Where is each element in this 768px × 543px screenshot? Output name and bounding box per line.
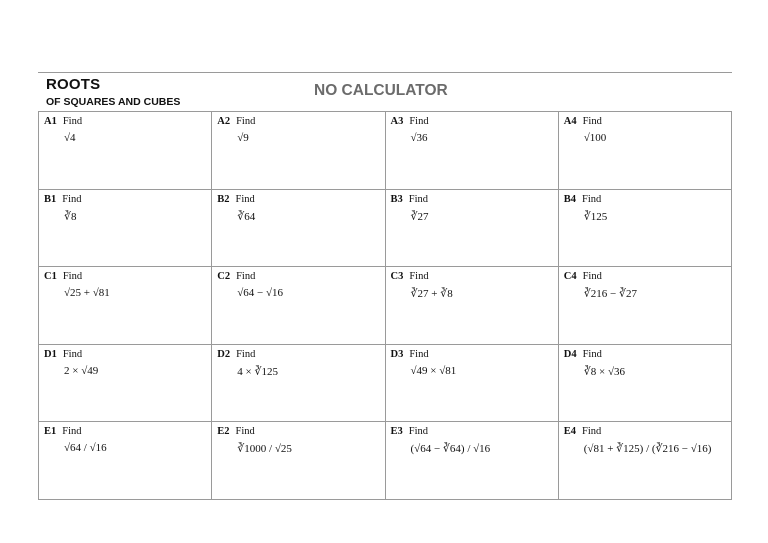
question-id: B3	[390, 193, 403, 205]
question-header	[564, 194, 602, 205]
question-id: C4	[563, 271, 577, 283]
question-cell-c3	[386, 267, 559, 345]
question-expression: 2 × √49	[64, 364, 99, 377]
question-header	[564, 426, 602, 437]
question-header	[391, 349, 429, 360]
question-cell-a2	[212, 112, 385, 190]
question-cell-c1	[39, 267, 212, 345]
question-header	[391, 271, 429, 282]
header-rule	[38, 72, 732, 73]
question-expression: ∛125	[583, 210, 608, 223]
question-prompt: Find	[236, 348, 256, 360]
question-header	[564, 349, 602, 360]
question-id: E2	[217, 426, 230, 438]
question-expression: ∛8 × √36	[583, 365, 625, 378]
page-title: ROOTS	[46, 76, 101, 93]
questions-grid	[38, 111, 732, 500]
question-cell-e2	[212, 422, 385, 500]
question-header	[217, 349, 255, 360]
question-prompt: Find	[236, 116, 256, 127]
question-cell-e1	[39, 422, 212, 500]
question-cell-b1	[39, 190, 212, 268]
question-expression: √9	[237, 132, 249, 144]
question-prompt: Find	[409, 348, 429, 360]
page-subtitle: OF SQUARES AND CUBES	[46, 96, 181, 108]
question-expression: √4	[64, 132, 76, 144]
question-prompt: Find	[582, 271, 602, 283]
question-header	[217, 271, 255, 282]
question-header	[44, 271, 82, 282]
question-expression: √64 / √16	[64, 442, 107, 455]
question-prompt: Find	[582, 426, 602, 438]
question-prompt: Find	[236, 271, 256, 283]
question-header	[217, 426, 255, 437]
question-expression: √49 × √81	[410, 364, 457, 377]
question-expression: √36	[410, 132, 428, 144]
question-header	[44, 194, 82, 205]
question-header	[217, 194, 255, 205]
question-cell-a4	[559, 112, 732, 190]
question-cell-b3	[386, 190, 559, 268]
question-cell-d3	[386, 345, 559, 423]
question-expression: ∛27 + ∛8	[410, 288, 453, 301]
question-cell-a1	[39, 112, 212, 190]
question-prompt: Find	[409, 116, 429, 127]
question-cell-d2	[212, 345, 385, 423]
question-cell-d1	[39, 345, 212, 423]
question-cell-c4	[559, 267, 732, 345]
question-cell-b4	[559, 190, 732, 268]
question-id: A1	[44, 116, 57, 127]
question-expression: ∛216 − ∛27	[583, 288, 637, 301]
question-prompt: Find	[408, 426, 429, 438]
question-prompt: Find	[62, 426, 82, 438]
question-id: C3	[390, 271, 404, 283]
question-cell-e4	[559, 422, 732, 500]
question-prompt: Find	[235, 193, 255, 205]
question-prompt: Find	[62, 193, 82, 205]
question-expression: (√81 + ∛125) / (∛216 − √16)	[583, 443, 712, 456]
question-expression: ∛64	[237, 210, 256, 223]
question-id: D1	[44, 348, 57, 360]
question-id: B1	[44, 193, 57, 205]
question-expression: ∛27	[410, 210, 429, 223]
no-calculator-label: NO CALCULATOR	[314, 82, 448, 99]
question-id: D4	[563, 348, 577, 360]
question-header	[564, 116, 602, 127]
question-id: E1	[44, 426, 57, 438]
question-id: A4	[563, 116, 577, 127]
question-header	[44, 349, 82, 360]
question-header	[391, 116, 429, 127]
question-prompt: Find	[409, 271, 429, 283]
question-cell-d4	[559, 345, 732, 423]
question-prompt: Find	[62, 348, 83, 360]
question-prompt: Find	[582, 116, 602, 127]
question-expression: 4 × ∛125	[237, 365, 278, 378]
question-cell-a3	[386, 112, 559, 190]
question-header	[564, 271, 602, 282]
question-id: D2	[217, 348, 231, 360]
question-expression: √100	[583, 132, 607, 144]
question-id: C1	[44, 271, 57, 283]
question-header	[44, 426, 82, 437]
question-expression: ∛1000 / √25	[237, 443, 292, 456]
question-cell-b2	[212, 190, 385, 268]
question-prompt: Find	[582, 348, 602, 360]
question-id: A2	[217, 116, 231, 127]
question-expression: ∛8	[64, 210, 77, 223]
question-id: B4	[563, 193, 577, 205]
question-id: E3	[390, 426, 403, 438]
question-id: E4	[563, 426, 577, 438]
question-header	[217, 116, 255, 127]
question-prompt: Find	[62, 116, 83, 127]
question-prompt: Find	[408, 193, 429, 205]
question-id: D3	[390, 348, 404, 360]
question-expression: √64 − √16	[237, 287, 284, 300]
question-id: A3	[390, 116, 404, 127]
question-prompt: Find	[62, 271, 83, 283]
question-expression: √25 + √81	[64, 287, 110, 300]
question-id: C2	[217, 271, 231, 283]
question-prompt: Find	[582, 193, 602, 205]
question-prompt: Find	[235, 426, 255, 438]
question-id: B2	[217, 193, 230, 205]
question-header	[391, 194, 429, 205]
question-expression: (√64 − ∛64) / √16	[410, 443, 491, 456]
question-header	[44, 116, 82, 127]
question-cell-e3	[386, 422, 559, 500]
question-cell-c2	[212, 267, 385, 345]
question-header	[391, 426, 429, 437]
